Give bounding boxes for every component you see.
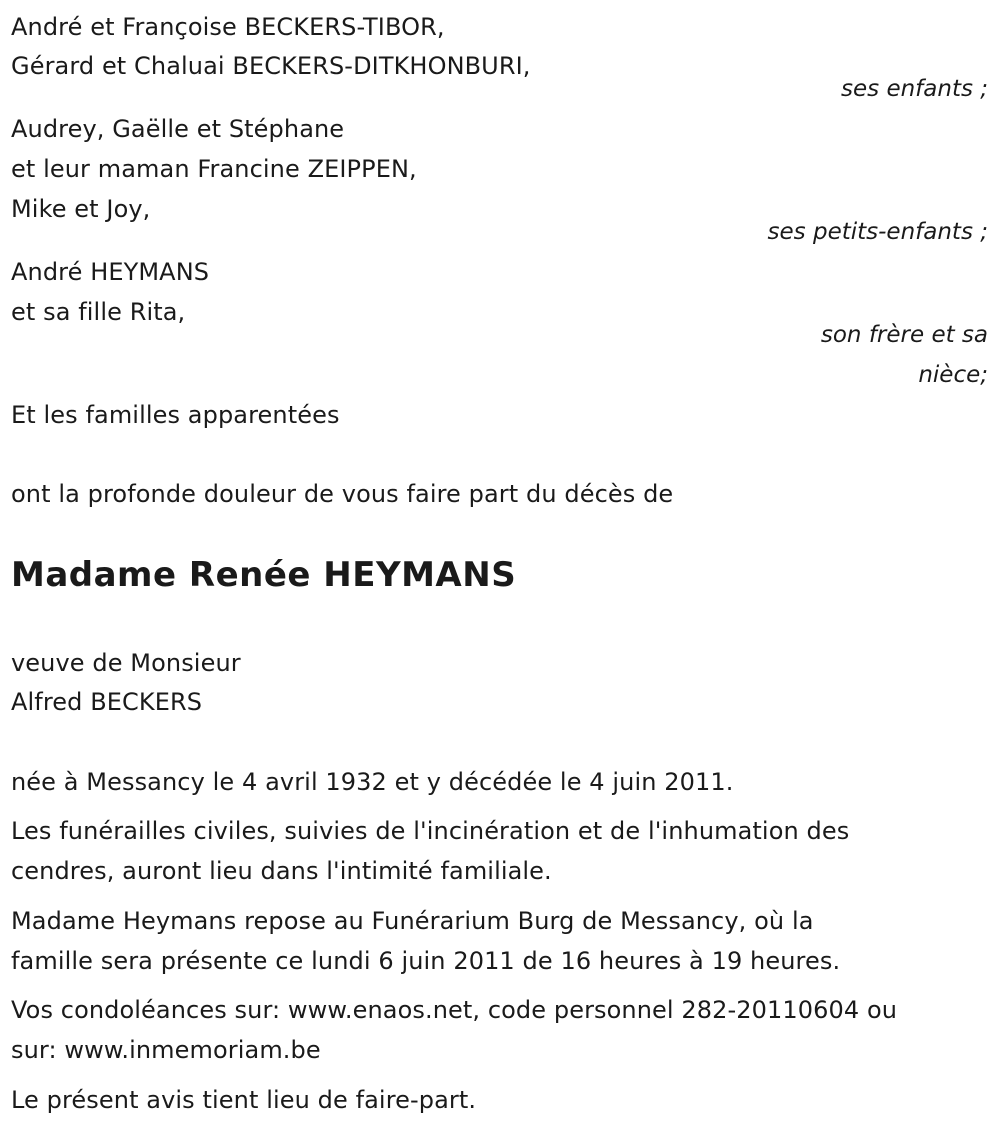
condolences-line-2: sur: www.inmemoriam.be	[11, 1036, 321, 1064]
birth-death-line: née à Messancy le 4 avril 1932 et y décédée le 4 juin 2011.	[11, 768, 734, 796]
condolences-line-1: Vos condoléances sur: www.enaos.net, code personnel 282-20110604 ou	[11, 996, 898, 1024]
rest-line-2: famille sera présente ce lundi 6 juin 2011 de 16 heures à 19 heures.	[11, 947, 841, 975]
closing-line: Le présent avis tient lieu de faire-part.	[11, 1086, 477, 1114]
children-line-1: André et Françoise BECKERS-TIBOR,	[11, 13, 445, 41]
rest-line-1: Madame Heymans repose au Funérarium Burg de Messancy, où la	[11, 907, 814, 935]
grandchildren-role: ses petits-enfants ;	[767, 219, 988, 245]
grandchildren-line-2: et leur maman Francine ZEIPPEN,	[11, 155, 417, 183]
sibling-role-line-1: son frère et sa	[820, 322, 988, 348]
announcement-intro: ont la profonde douleur de vous faire part du décès de	[11, 480, 674, 508]
sibling-role-line-2: nièce;	[918, 362, 988, 388]
children-role: ses enfants ;	[841, 76, 988, 102]
grandchildren-line-3: Mike et Joy,	[11, 195, 151, 223]
funeral-line-1: Les funérailles civiles, suivies de l'incinération et de l'inhumation des	[11, 817, 850, 845]
widow-line-1: veuve de Monsieur	[11, 649, 241, 677]
deceased-name: Madame Renée HEYMANS	[11, 555, 517, 595]
grandchildren-line-1: Audrey, Gaëlle et Stéphane	[11, 115, 345, 143]
relatives-line: Et les familles apparentées	[11, 401, 340, 429]
children-line-2: Gérard et Chaluai BECKERS-DITKHONBURI,	[11, 52, 531, 80]
widow-line-2: Alfred BECKERS	[11, 688, 203, 716]
sibling-line-1: André HEYMANS	[11, 258, 210, 286]
sibling-line-2: et sa fille Rita,	[11, 298, 186, 326]
funeral-line-2: cendres, auront lieu dans l'intimité familiale.	[11, 857, 552, 885]
